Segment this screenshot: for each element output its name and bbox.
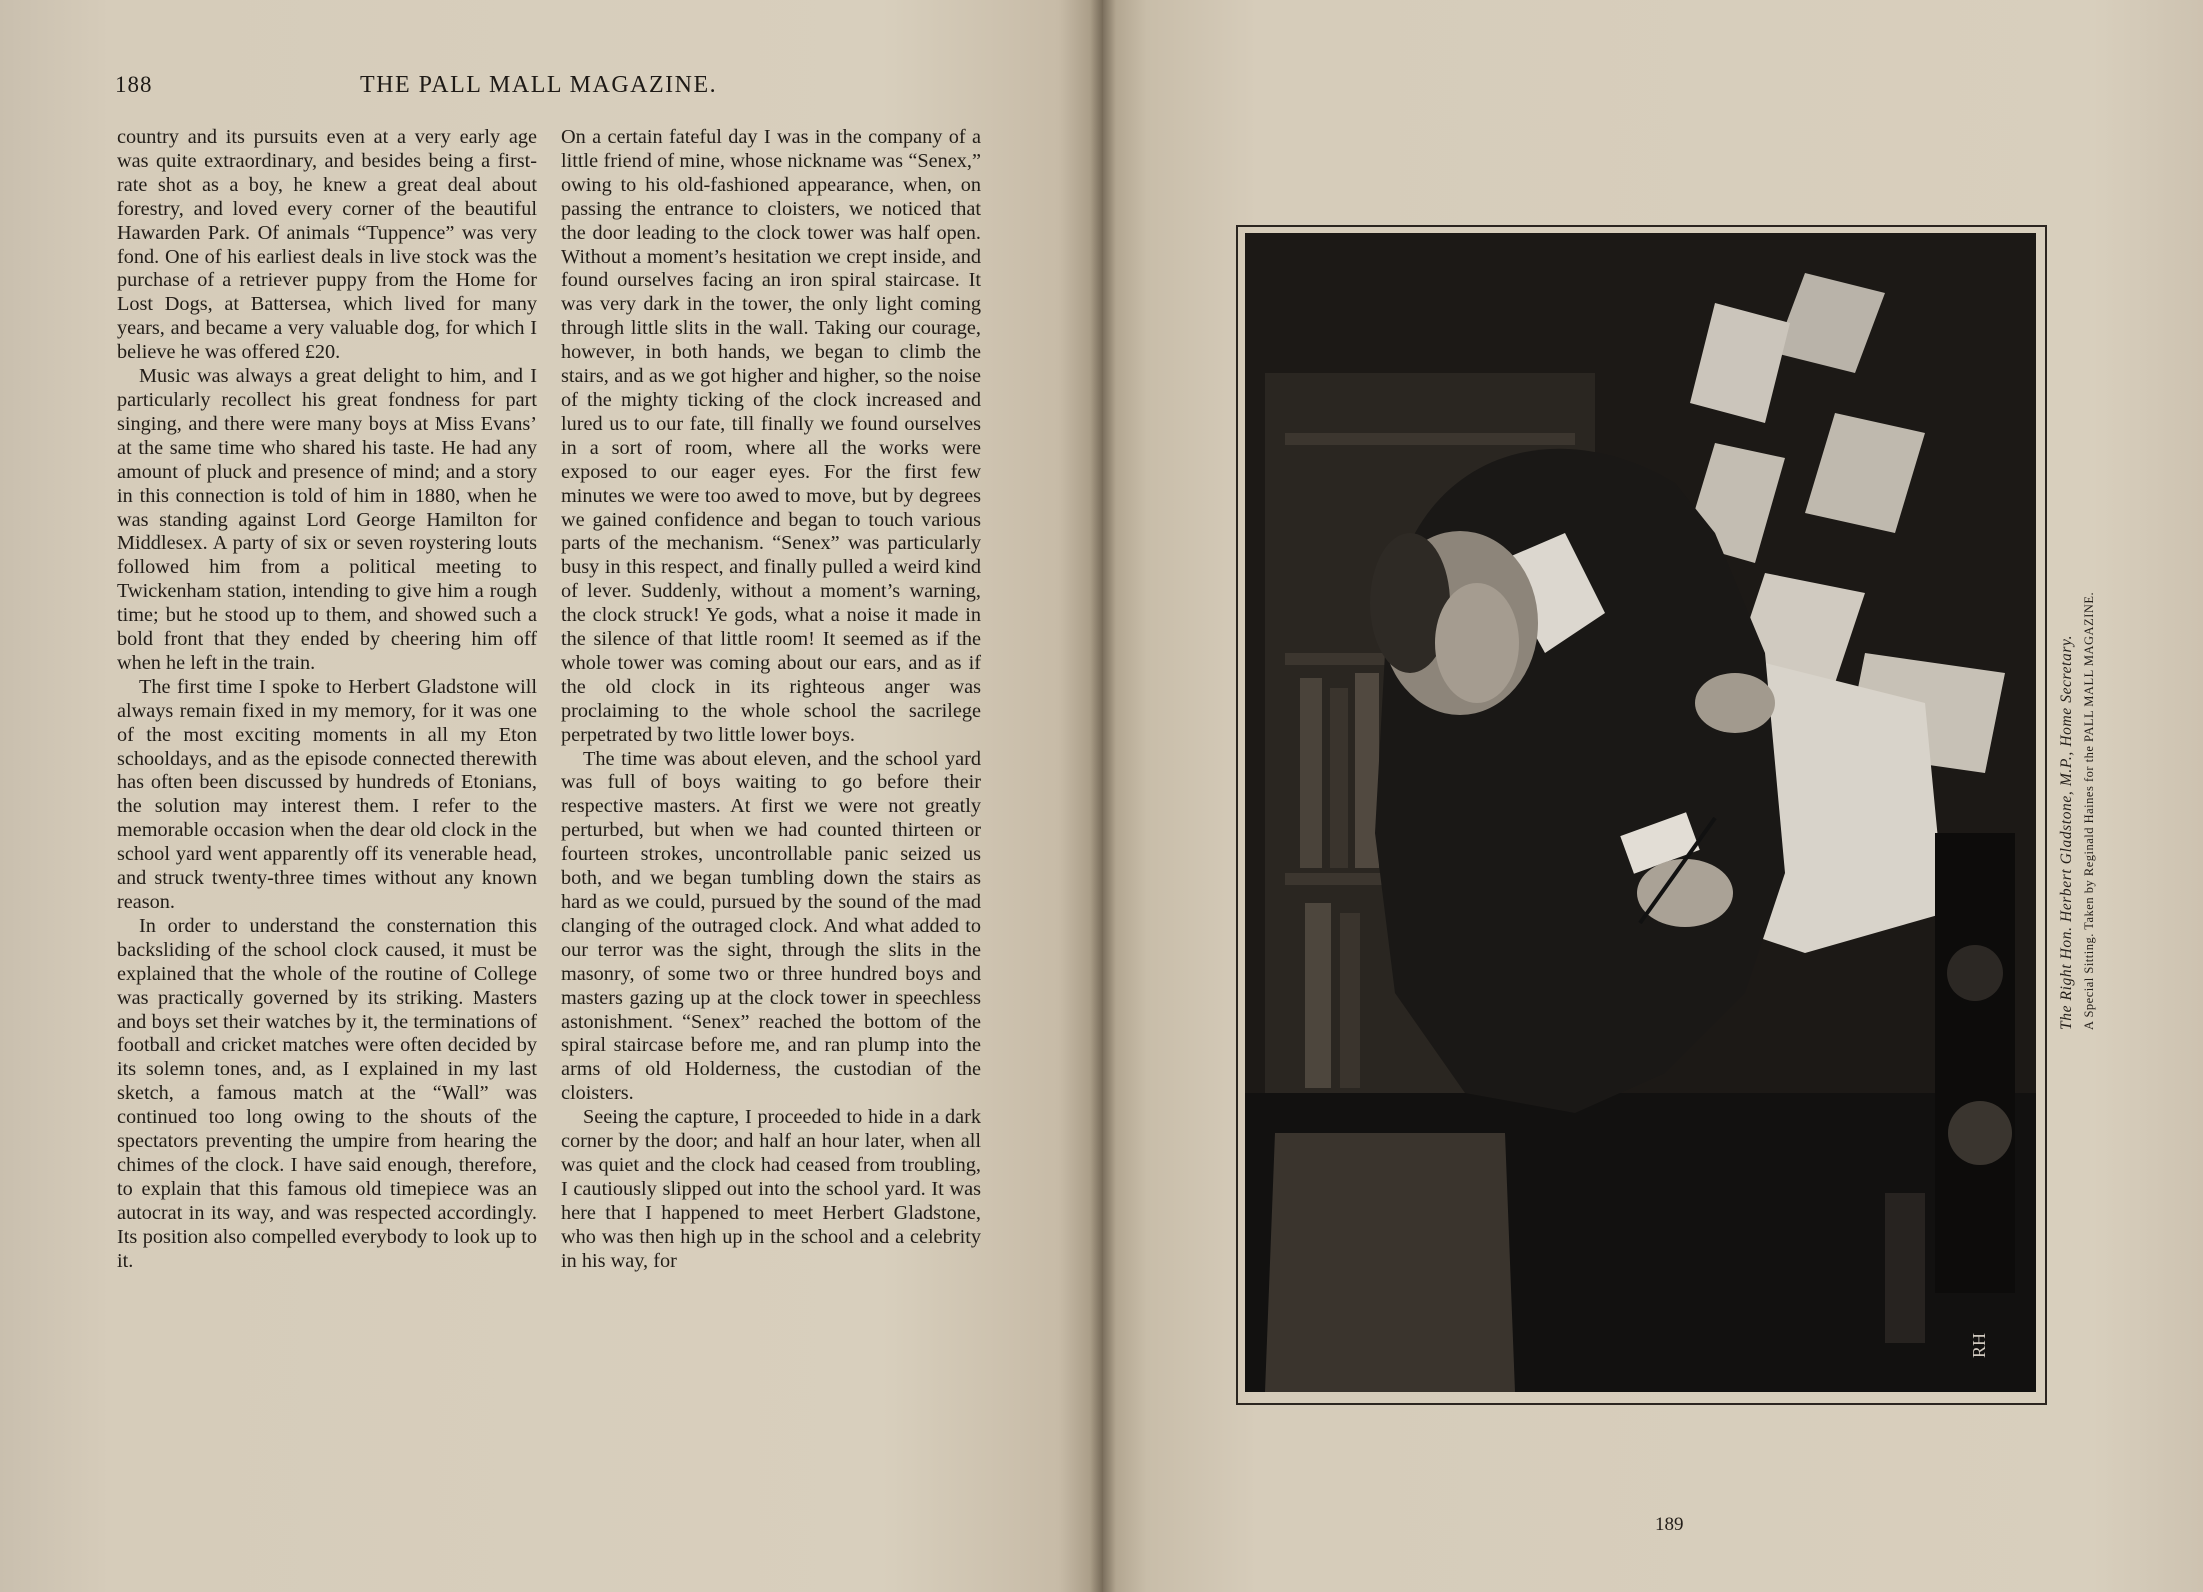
- paragraph: country and its pursuits even at a very early age was quite extraordinary, and besides being a first-rate shot as a boy, he knew a great deal about forestry, and loved every corner of the beautiful Hawarden Park. Of animals “Tuppence” was very fond. One of his earliest deals in live stock was the purchase of a retriever puppy from the Home for Lost Dogs, at Battersea, which lived for many years, and became a very valuable dog, for which I believe he was offered £20.: [117, 126, 537, 364]
- text-column-2: [561, 126, 981, 1274]
- photo-illustration: [1245, 233, 2036, 1392]
- page-number-right: 189: [1655, 1514, 1684, 1535]
- paragraph: The time was about eleven, and the school yard was full of boys waiting to go before their respective masters. At first we were not greatly perturbed, but when we had counted thirteen or fourteen strokes, uncontrollable panic seized us both, and we began tumbling down the stairs as hard as we could, pursued by the sound of the mad clanging of the outraged clock. And what added to our terror was the sight, through the slits in the masonry, of some two or three hundred boys and masters gazing up at the clock tower in speechless astonishment. “Senex” reached the bottom of the spiral staircase before me, and ran plump into the arms of old Holderness, the custodian of the cloisters.: [561, 747, 981, 1105]
- paragraph: Music was always a great delight to him, and I particularly recollect his great fondness for part singing, and there were many boys at Miss Evans’ at the same time who shared his taste. He had any amount of pluck and presence of mind; and a story in this connection is told of him in 1880, when he was standing against Lord George Hamilton for Middlesex. A party of six or seven roystering louts followed him from a political meeting to Twickenham station, intending to give him a rough time; but he stood up to them, and showed such a bold front that they ended by cheering him off when he left in the train.: [117, 365, 537, 674]
- figure-hand: [1637, 859, 1733, 927]
- caption-credit: A Special Sitting. Taken by Reginald Haines for the PALL MALL MAGAZINE.: [2082, 591, 2096, 1030]
- portrait-photograph: [1245, 233, 2036, 1392]
- photo-caption: [2058, 592, 2097, 1030]
- paragraph: The first time I spoke to Herbert Gladstone will always remain fixed in my memory, for it was one of the most exciting moments in all my Eton schooldays, and as the episode connected therewith has often been discussed by hundreds of Etonians, the solution may interest them. I refer to the memorable occasion when the dear old clock in the school yard went apparently off its venerable head, and struck twenty-three times without any known reason.: [117, 675, 537, 913]
- paragraph: Seeing the capture, I proceeded to hide in a dark corner by the door; and half an hour later, when all was quiet and the clock had ceased from troubling, I cautiously slipped out into the school yard. It was here that I happened to meet Herbert Gladstone, who was then high up in the school and a celebrity in his way, for: [561, 1106, 981, 1272]
- text-column-1: [117, 126, 537, 1274]
- book-gutter: [1090, 0, 1116, 1592]
- magazine-title: THE PALL MALL MAGAZINE.: [360, 72, 718, 98]
- caption-title: The Right Hon. Herbert Gladstone, M.P., Home Secretary.: [2058, 634, 2075, 1030]
- paragraph: In order to understand the consternation this backsliding of the school clock caused, it must be explained that the whole of the routine of College was practically governed by its striking. Masters and boys set their watches by it, the terminations of football and cricket matches were often decided by its solemn tones, and, as I explained in my last sketch, a famous match at the “Wall” was continued too long owing to the shouts of the spectators preventing the umpire from hearing the chimes of the clock. I have said enough, therefore, to explain that this famous old timepiece was an autocrat in its way, and was respected accordingly. Its position also compelled everybody to look up to it.: [117, 914, 537, 1272]
- paragraph: On a certain fateful day I was in the company of a little friend of mine, whose nickname was “Senex,” owing to his old-fashioned appearance, when, on passing the entrance to cloisters, we noticed that the door leading to the clock tower was half open. Without a moment’s hesitation we crept inside, and found ourselves facing an iron spiral staircase. It was very dark in the tower, the only light coming through little slits in the wall. Taking our courage, however, in both hands, we began to climb the stairs, and as we got higher and higher, so the noise of the mighty ticking of the clock increased and lured us to our fate, till finally we found ourselves in a sort of room, where all the works were exposed to our eager eyes. For the first few minutes we were too awed to move, but by degrees we gained confidence and began to touch various parts of the mechanism. “Senex” was particularly busy in this respect, and finally pulled a weird kind of lever. Suddenly, without a moment’s warning, the clock struck! Ye gods, what a noise it made in the silence of that little room! It seemed as if the whole tower was coming about our ears, and as if the old clock in its righteous anger was proclaiming to the whole school the sacrilege perpetrated by two little lower boys.: [561, 126, 981, 746]
- svg-text:RH: RH: [1969, 1332, 1989, 1358]
- page-number-left: 188: [115, 72, 153, 97]
- running-head: [115, 72, 975, 106]
- inkstand: [1935, 833, 2015, 1293]
